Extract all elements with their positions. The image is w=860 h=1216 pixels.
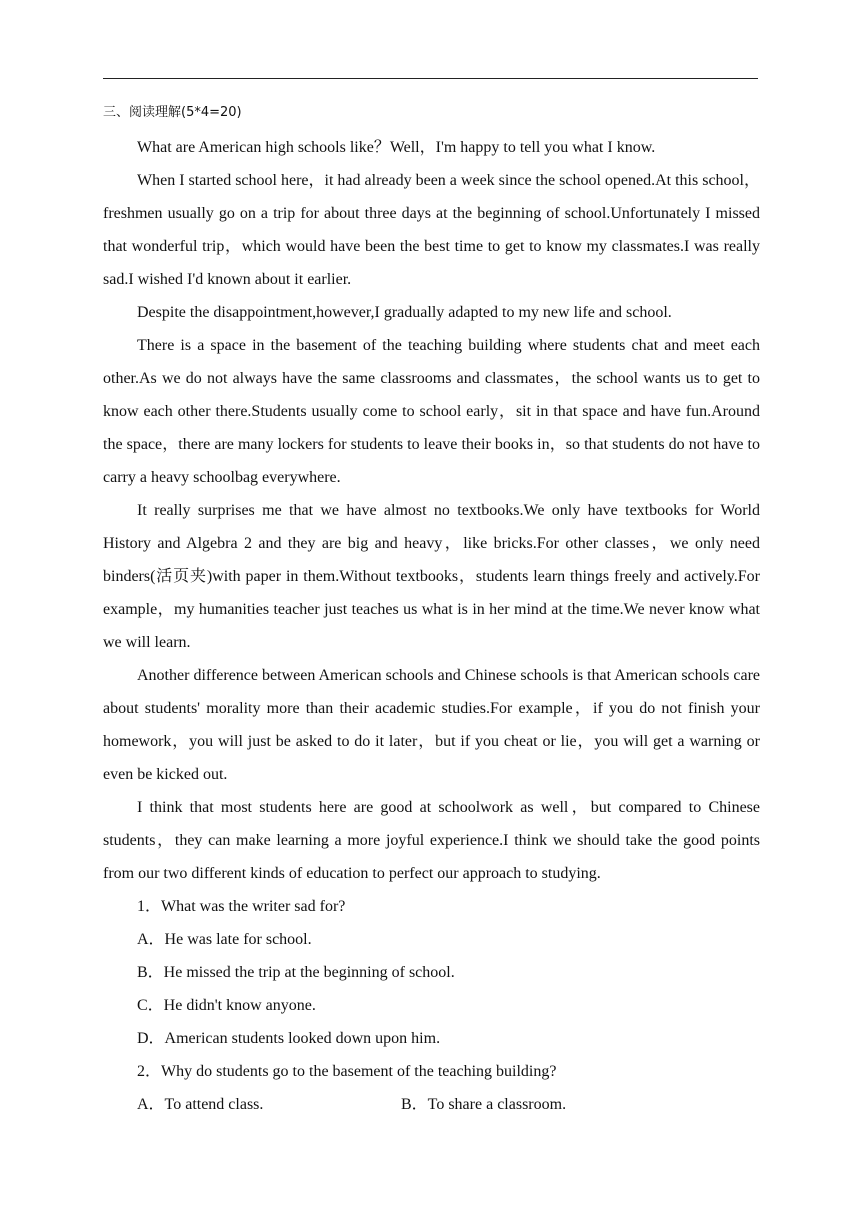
passage-paragraph-5: It really surprises me that we have almost no textbooks.We only have textbooks for World History and Algebra 2 and they are big and heavy，like bricks.For other classes，we only need binders(活页夹)with paper in them.Without textbooks，students learn things freely and actively.For example，my humanities teacher just teaches us what is in her mind at the time.We never know what we will learn. <box>103 502 760 651</box>
question-2-option-a[interactable]: A．To attend class. <box>137 1096 264 1113</box>
passage-paragraph-6: Another difference between American schools and Chinese schools is that American schools care about students' morality more than their academic studies.For example，if you do not finish your homework，you will just be asked to do it later，but if you cheat or lie，you will get a warning or even be kicked out. <box>103 667 760 783</box>
section-heading: 三、阅读理解(5*4=20) <box>103 105 242 120</box>
question-1-option-b[interactable]: B．He missed the trip at the beginning of school. <box>137 964 455 981</box>
passage-paragraph-2: When I started school here，it had already been a week since the school opened.At this school，freshmen usually go on a trip for about three days at the beginning of school.Unfortunately I missed that wonderful trip，which would have been the best time to get to know my classmates.I was really sad.I wished I'd known about it earlier. <box>103 172 761 288</box>
passage-paragraph-7: I think that most students here are good at schoolwork as well，but compared to Chinese students，they can make learning a more joyful experience.I think we should take the good points from our two different kinds of education to perfect our approach to studying. <box>103 799 760 882</box>
header-rule <box>103 78 758 79</box>
question-1-option-c[interactable]: C．He didn't know anyone. <box>137 997 316 1014</box>
question-2-options-row <box>103 1088 760 1121</box>
passage-paragraph-1: What are American high schools like？Well，I'm happy to tell you what I know. <box>137 139 656 156</box>
question-2 <box>103 1055 760 1121</box>
reading-section <box>103 101 760 1121</box>
question-1-option-d[interactable]: D．American students looked down upon him. <box>137 1030 441 1047</box>
passage-paragraph-4: There is a space in the basement of the teaching building where students chat and meet each other.As we do not always have the same classrooms and classmates，the school wants us to get to know each other there.Students usually come to school early，sit in that space and have fun.Around the space，there are many lockers for students to leave their books in，so that students do not have to carry a heavy schoolbag everywhere. <box>103 337 760 486</box>
question-1 <box>103 890 760 1055</box>
question-1-option-a[interactable]: A．He was late for school. <box>137 931 312 948</box>
passage-paragraph-3: Despite the disappointment,however,I gradually adapted to my new life and school. <box>137 304 672 321</box>
question-2-stem: 2．Why do students go to the basement of the teaching building? <box>137 1063 557 1080</box>
question-1-stem: 1．What was the writer sad for? <box>137 898 346 915</box>
question-2-option-b[interactable]: B．To share a classroom. <box>401 1096 567 1113</box>
